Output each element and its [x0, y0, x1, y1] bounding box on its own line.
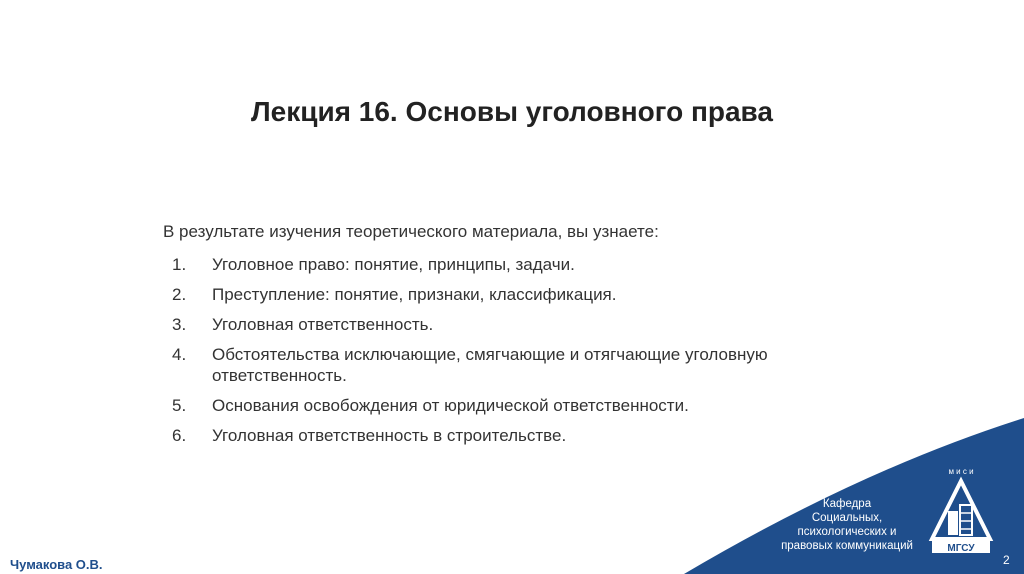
page-number: 2: [1003, 553, 1010, 567]
list-item-text: Обстоятельства исключающие, смягчающие и отягчающие уголовную ответственность.: [212, 345, 768, 385]
list-item: [163, 284, 883, 305]
department-line: Кафедра: [822, 498, 872, 510]
list-item: [163, 254, 883, 275]
list-item-text: Преступление: понятие, признаки, классификация.: [212, 285, 617, 304]
department-caption: [772, 497, 922, 553]
list-item-text: Основания освобождения от юридической ответственности.: [212, 396, 689, 415]
list-item-text: Уголовная ответственность в строительстве.: [212, 426, 567, 445]
intro-text: В результате изучения теоретического материала, вы узнаете:: [163, 222, 659, 241]
mgsu-logo-icon: [928, 465, 994, 555]
list-item-number: 6.: [172, 426, 187, 445]
list-item-text: Уголовное право: понятие, принципы, задачи.: [212, 255, 575, 274]
logo-top-text: м и с и: [948, 467, 974, 476]
list-item-number: 3.: [172, 315, 187, 334]
slide-title: Лекция 16. Основы уголовного права: [251, 96, 773, 127]
list-item: [163, 314, 883, 335]
logo-bottom-text: МГСУ: [947, 543, 975, 554]
department-line: психологических и: [797, 526, 897, 538]
list-item: [163, 395, 883, 416]
list-item-number: 4.: [172, 345, 187, 364]
author-name: Чумакова О.В.: [10, 557, 103, 572]
list-item-number: 1.: [172, 255, 187, 274]
department-line: Социальных,: [811, 512, 883, 524]
list-item-text: Уголовная ответственность.: [212, 315, 434, 334]
list-item-number: 2.: [172, 285, 187, 304]
list-item: [163, 425, 883, 446]
department-line: правовых коммуникаций: [781, 540, 913, 552]
list-item: [163, 344, 883, 386]
list-item-number: 5.: [172, 396, 187, 415]
topic-list: [163, 254, 883, 455]
